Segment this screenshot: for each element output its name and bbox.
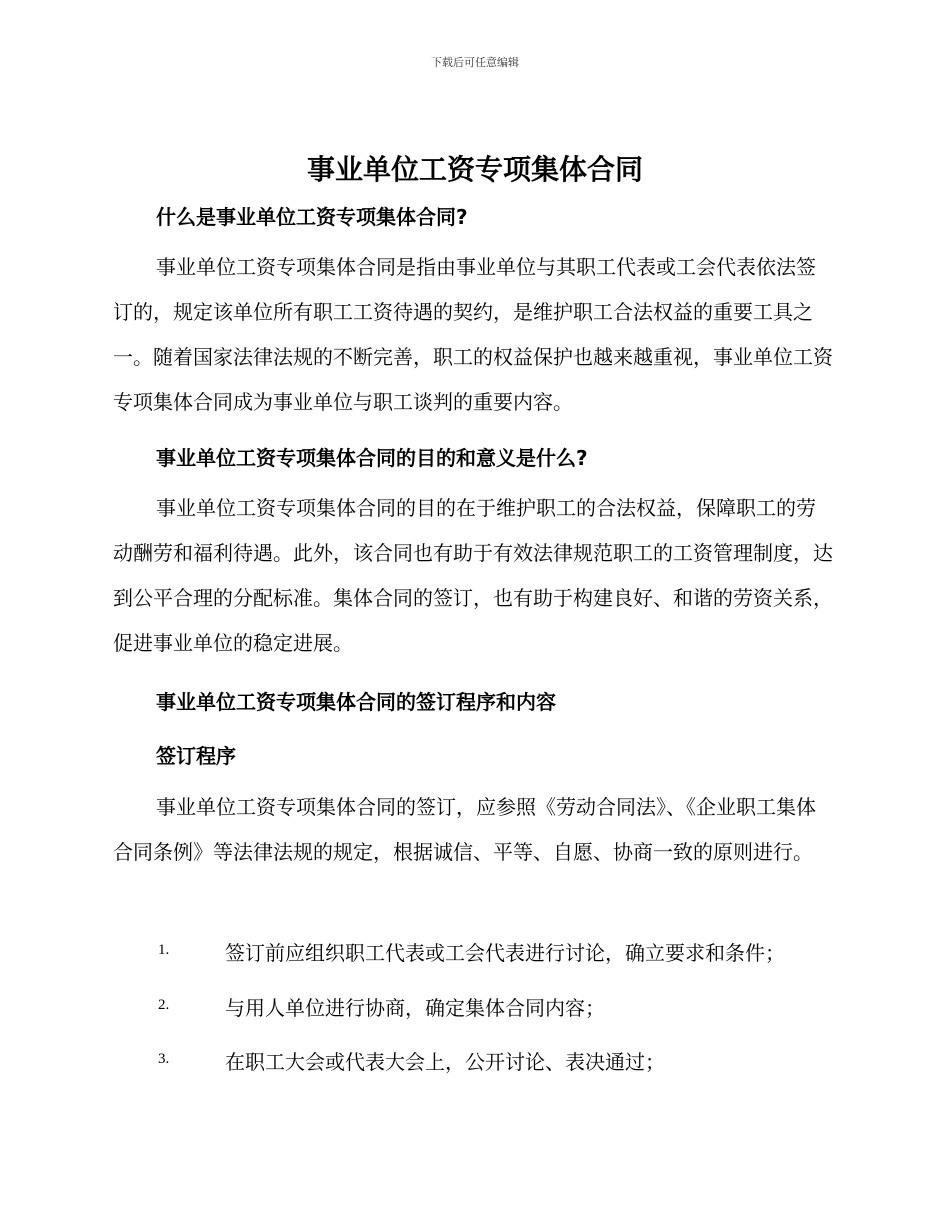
subheading-signing-procedure: 签订程序: [156, 744, 236, 768]
section-heading-purpose: 事业单位工资专项集体合同的目的和意义是什么?: [156, 446, 588, 470]
document-title: 事业单位工资专项集体合同: [306, 153, 643, 186]
list-item-text: 与用人单位进行协商，确定集体合同内容；: [225, 996, 605, 1020]
list-item-number: 3.: [158, 1051, 170, 1067]
section-heading-what-is: 什么是事业单位工资专项集体合同?: [156, 205, 468, 229]
list-item-text: 签订前应组织职工代表或工会代表进行讨论，确立要求和条件；: [225, 941, 785, 965]
paragraph-signing-procedure: 事业单位工资专项集体合同的签订，应参照《劳动合同法》、《企业职工集体合同条例》等法律法规的规定，根据诚信、平等、自愿、协商一致的原则进行。: [113, 795, 816, 864]
list-item: [0, 1046, 950, 1076]
list-item: [0, 937, 950, 967]
list-item-number: 1.: [158, 942, 170, 958]
paragraph-purpose: 事业单位工资专项集体合同的目的在于维护职工的合法权益，保障职工的劳动酬劳和福利待遇。此外，该合同也有助于有效法律规范职工的工资管理制度，达到公平合理的分配标准。集体合同的签订，也有助于构建良好、和谐的劳资关系，促进事业单位的稳定进展。: [113, 496, 833, 655]
header-note: 下载后可任意编辑: [431, 56, 519, 69]
list-item-text: 在职工大会或代表大会上，公开讨论、表决通过；: [225, 1050, 665, 1074]
list-item-number: 2.: [158, 997, 170, 1013]
list-item: [0, 992, 950, 1022]
section-heading-procedure-and-content: 事业单位工资专项集体合同的签订程序和内容: [156, 690, 556, 714]
paragraph-definition: 事业单位工资专项集体合同是指由事业单位与其职工代表或工会代表依法签订的，规定该单位所有职工工资待遇的契约，是维护职工合法权益的重要工具之一。随着国家法律法规的不断完善，职工的权益保护也越来越重视，事业单位工资专项集体合同成为事业单位与职工谈判的重要内容。: [113, 255, 833, 414]
